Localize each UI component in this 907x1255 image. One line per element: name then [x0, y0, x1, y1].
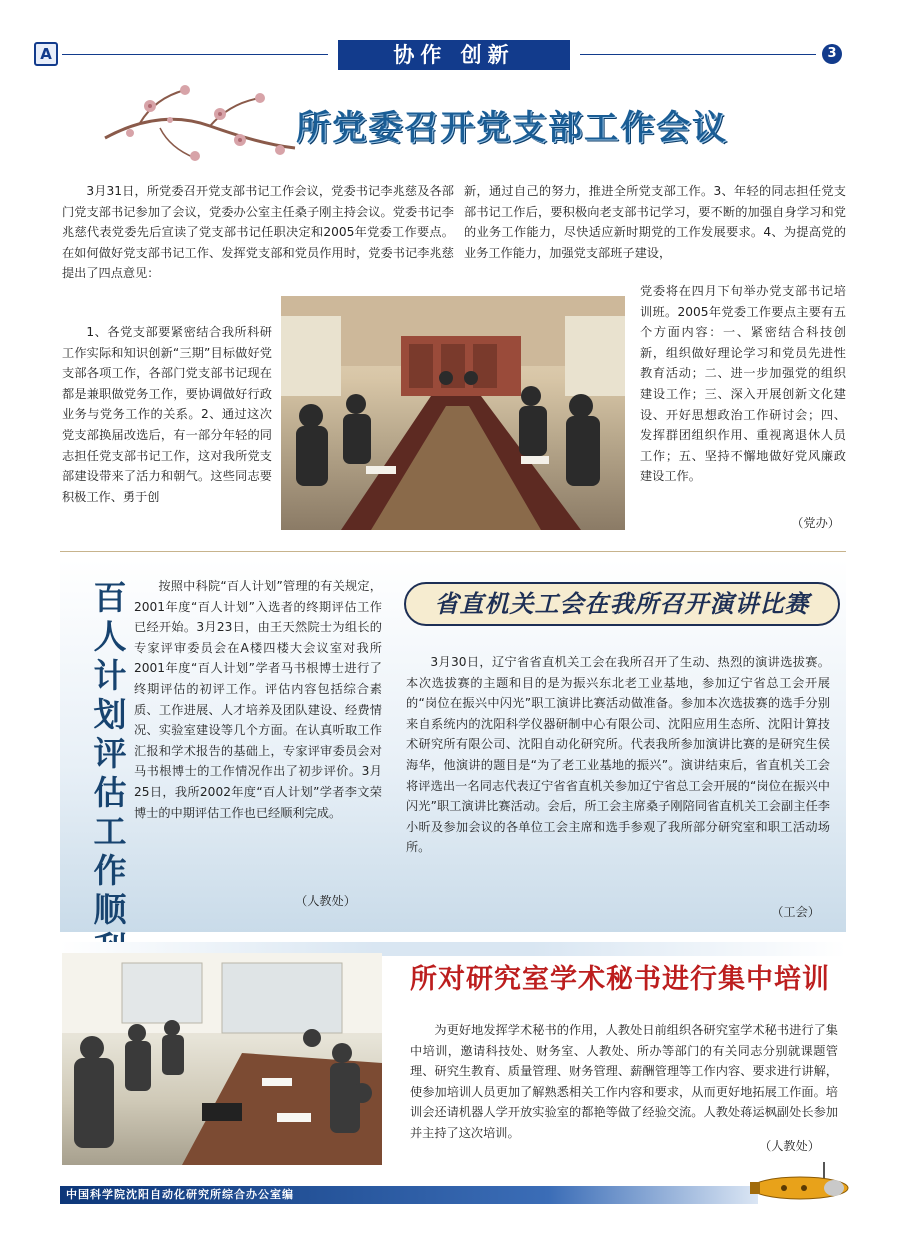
article1-right-column: 党委将在四月下旬举办党支部书记培训班。2005年党委工作要点主要有五个方面内容：一、紧密结合科技创新，组织做好理论学习和党员先进性教育活动；二、进一步加强党的组织建设工作；三、深入开展创新文化建设、开好思想政治工作研讨会；四、发挥群团组织作用、重视离退休人员工作；五、坚持不懈地做好党风廉政建设工作。	[640, 284, 846, 484]
article1-right-top: 新，通过自己的努力，推进全所党支部工作。3、年轻的同志担任党支部书记工作后，要积极向老支部书记学习，要不断的加强自身学习和党的业务工作能力，尽快适应新时期党的工作发展要求。4、为提高党的业务工作能力，加强党支部班子建设，	[464, 184, 846, 260]
article3-title: 省直机关工会在我所召开演讲比赛	[404, 582, 840, 626]
header-rule-right	[580, 54, 816, 55]
training-photo	[62, 953, 382, 1165]
footer-bar: 中国科学院沈阳自动化研究所综合办公室编	[60, 1186, 758, 1204]
article1-title: 所党委召开党支部工作会议	[296, 108, 728, 148]
article4-body: 为更好地发挥学术秘书的作用，人教处日前组织各研究室学术秘书进行了集中培训，邀请科技处、财务室、人教处、所办等部门的有关同志分别就课题管理、研究生教育、质量管理、财务管理、薪酬管理等工作内容、要求进行讲解，使参加培训人员更加了解熟悉相关工作内容和要求，从而更好地拓展工作面。培训会还请机器人学开放实验室的都艳等做了经验交流。人教处蒋运枫副处长参加并主持了这次培训。	[410, 1023, 838, 1140]
journal-logo: A	[34, 42, 58, 66]
section-divider	[60, 551, 846, 552]
article4-source: （人教处）	[759, 1139, 820, 1153]
underwater-robot-icon	[744, 1158, 854, 1208]
article2-body: 按照中科院“百人计划”管理的有关规定，2001年度“百人计划”入选者的终期评估工作已经开始。3月23日，由王天然院士为组长的专家评审委员会在A楼四楼大会议室对我所2001年度“百人计划”学者马书根博士进行了终期评估的初评工作。评估内容包括综合素质、工作进展、人才培养及团队建设、经费情况、实验室建设等几个方面。在认真听取工作汇报和学术报告的基础上，专家评审委员会对马书根博士的工作情况作出了初步评价。3月25日，我所2002年度“百人计划”学者李文荣博士的中期评估工作也已经顺利完成。	[134, 579, 382, 820]
header-rule-left	[62, 54, 328, 55]
article3-body: 3月30日，辽宁省省直机关工会在我所召开了生动、热烈的演讲选拔赛。本次选拔赛的主题和目的是为振兴东北老工业基地，参加辽宁省总工会开展的“岗位在振兴中闪光”职工演讲比赛活动做准备。参加本次选拔赛的选手分别来自系统内的沈阳科学仪器研制中心有限公司、沈阳应用生态所、沈阳计算技术研究所有限公司、沈阳自动化研究所。代表我所参加演讲比赛的是研究生侯海华，他演讲的题目是“为了老工业基地的振兴”。演讲结束后，省直机关工会将评选出一名同志代表辽宁省省直机关参加辽宁省总工会开展的“岗位在振兴中闪光”职工演讲比赛活动。会后，所工会主席桑子刚陪同省直机关工会副主任李小昕及参加会议的各单位工会主席和选手参观了我所部分研究室和职工活动场所。	[406, 655, 830, 855]
section-title: 协作 创新	[338, 40, 570, 70]
article1-points: 1、各党支部要紧密结合我所科研工作实际和知识创新“三期”目标做好党支部各项工作，各部门党支部书记现在都是兼职做党务工作，要协调做好行政业务与党务工作的关系。2、通过这次党支部换届改选后，有一部分年轻的同志担任党支部书记工作，这对我所党支部建设带来了活力和朝气。这些同志要积极工作、勇于创	[62, 325, 272, 504]
article1-source: （党办）	[791, 516, 840, 530]
page-number: 3	[822, 44, 842, 64]
article4-title: 所对研究室学术秘书进行集中培训	[410, 964, 830, 995]
article3-source: （工会）	[771, 905, 820, 919]
article2-source: （人教处）	[295, 894, 356, 908]
article1-intro: 3月31日，所党委召开党支部书记工作会议，党委书记李兆慈及各部门党支部书记参加了会议，党委办公室主任桑子刚主持会议。党委书记李兆慈代表党委先后宣读了党支部书记任职决定和2005年党委工作要点。在如何做好党支部书记工作、发挥党支部和党员作用时，党委书记李兆慈提出了四点意见：	[62, 184, 454, 281]
meeting-photo	[281, 296, 625, 530]
plum-blossom-branch-icon	[100, 78, 300, 168]
article2-vertical-title: 百人计划评估工作顺	[93, 578, 127, 929]
